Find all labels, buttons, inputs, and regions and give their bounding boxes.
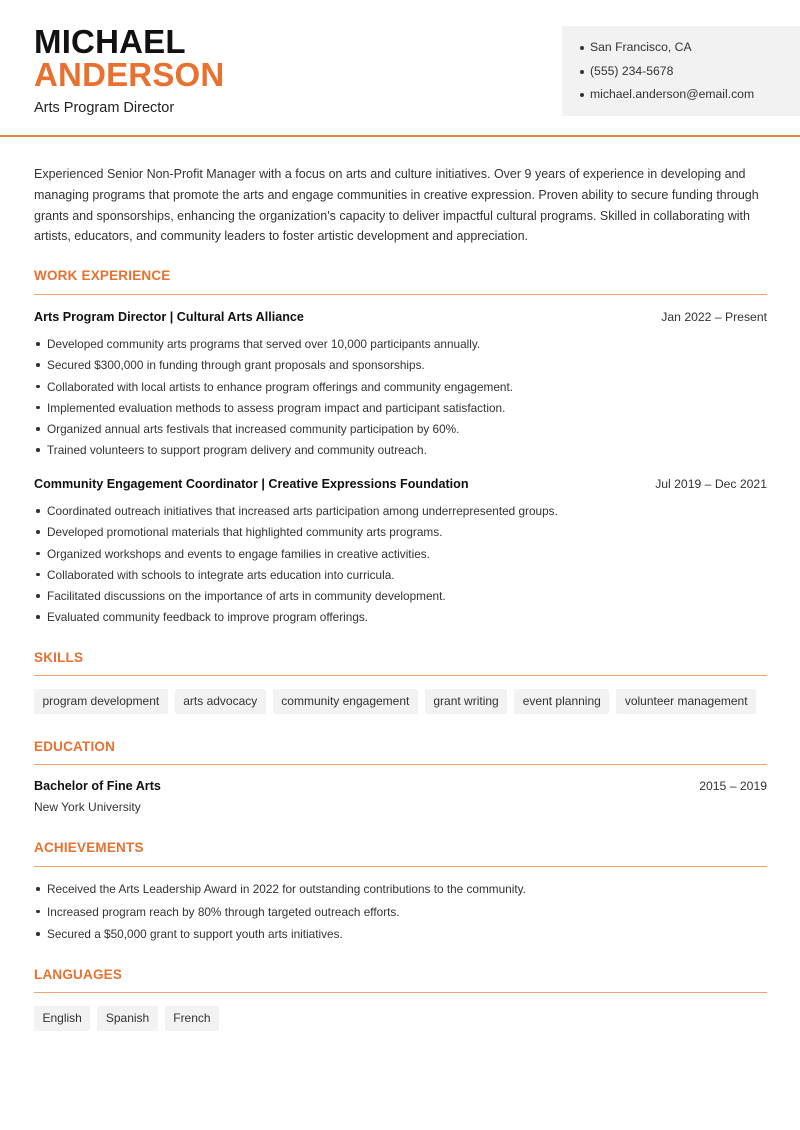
summary: Experienced Senior Non-Profit Manager with a focus on arts and culture initiatives. Over 9 years of experience in developing and managing programs that promote the arts and engage communities in creative expression. Proven ability to secure funding through grants and sponsorships, enhancing the organization's capacity to deliver impactful cultural programs. Skilled in collaborating with artists, educators, and community leaders to foster artistic development and appreciation. [34, 167, 759, 244]
section-title-work: WORK EXPERIENCE [34, 268, 171, 283]
job-bullets [34, 503, 767, 631]
resume-header [0, 0, 800, 137]
job-header [34, 310, 767, 324]
first-name: MICHAEL [34, 23, 186, 60]
list-item: Received the Arts Leadership Award in 2022 for outstanding contributions to the community. [34, 881, 767, 904]
list-item: Secured $300,000 in funding through grant proposals and sponsorships. [34, 357, 767, 378]
section-title-languages: LANGUAGES [34, 967, 123, 982]
skill-chip: community engagement [273, 689, 418, 714]
job-header [34, 477, 767, 491]
list-item: Collaborated with schools to integrate arts education into curricula. [34, 567, 767, 588]
language-chip: English [34, 1006, 90, 1031]
list-item: Implemented evaluation methods to assess program impact and participant satisfaction. [34, 400, 767, 421]
education-degree: Bachelor of Fine Arts [34, 779, 161, 793]
language-chip: Spanish [97, 1006, 157, 1031]
section-title-achievements: ACHIEVEMENTS [34, 840, 144, 855]
achievements-list [34, 881, 767, 949]
job-role: Community Engagement Coordinator | Creative Expressions Foundation [34, 477, 469, 491]
section-rule [34, 764, 767, 765]
contact-location: San Francisco, CA [580, 40, 800, 64]
contact-box [562, 26, 800, 116]
section-rule [34, 992, 767, 993]
contact-phone: (555) 234-5678 [580, 64, 800, 88]
list-item: Increased program reach by 80% through targeted outreach efforts. [34, 904, 767, 927]
list-item: Facilitated discussions on the importance of arts in community development. [34, 588, 767, 609]
skill-chip: event planning [514, 689, 609, 714]
education-school: New York University [34, 800, 141, 814]
job-title: Arts Program Director [34, 100, 175, 116]
list-item: Trained volunteers to support program delivery and community outreach. [34, 442, 767, 463]
last-name: ANDERSON [34, 56, 225, 93]
section-title-education: EDUCATION [34, 739, 116, 754]
list-item: Coordinated outreach initiatives that increased arts participation among underrepresented groups. [34, 503, 767, 524]
list-item: Evaluated community feedback to improve program offerings. [34, 609, 767, 630]
section-rule [34, 294, 767, 295]
skill-chip: volunteer management [616, 689, 756, 714]
languages-list [34, 1006, 219, 1031]
list-item: Collaborated with local artists to enhance program offerings and community engagement. [34, 379, 767, 400]
list-item: Organized workshops and events to engage families in creative activities. [34, 546, 767, 567]
list-item: Secured a $50,000 grant to support youth arts initiatives. [34, 926, 767, 949]
language-chip: French [165, 1006, 219, 1031]
skill-chip: program development [34, 689, 168, 714]
skill-chip: arts advocacy [175, 689, 266, 714]
skill-chip: grant writing [425, 689, 507, 714]
list-item: Organized annual arts festivals that increased community participation by 60%. [34, 421, 767, 442]
job-bullets [34, 336, 767, 464]
section-rule [34, 675, 767, 676]
list-item: Developed promotional materials that highlighted community arts programs. [34, 524, 767, 545]
section-title-skills: SKILLS [34, 650, 84, 665]
skills-list [34, 689, 756, 714]
education-dates: 2015 – 2019 [699, 779, 767, 793]
job-dates: Jan 2022 – Present [661, 310, 767, 324]
list-item: Developed community arts programs that served over 10,000 participants annually. [34, 336, 767, 357]
job-role: Arts Program Director | Cultural Arts Alliance [34, 310, 304, 324]
section-rule [34, 866, 767, 867]
job-dates: Jul 2019 – Dec 2021 [655, 477, 767, 491]
contact-email[interactable]: michael.anderson@email.com [580, 87, 800, 111]
